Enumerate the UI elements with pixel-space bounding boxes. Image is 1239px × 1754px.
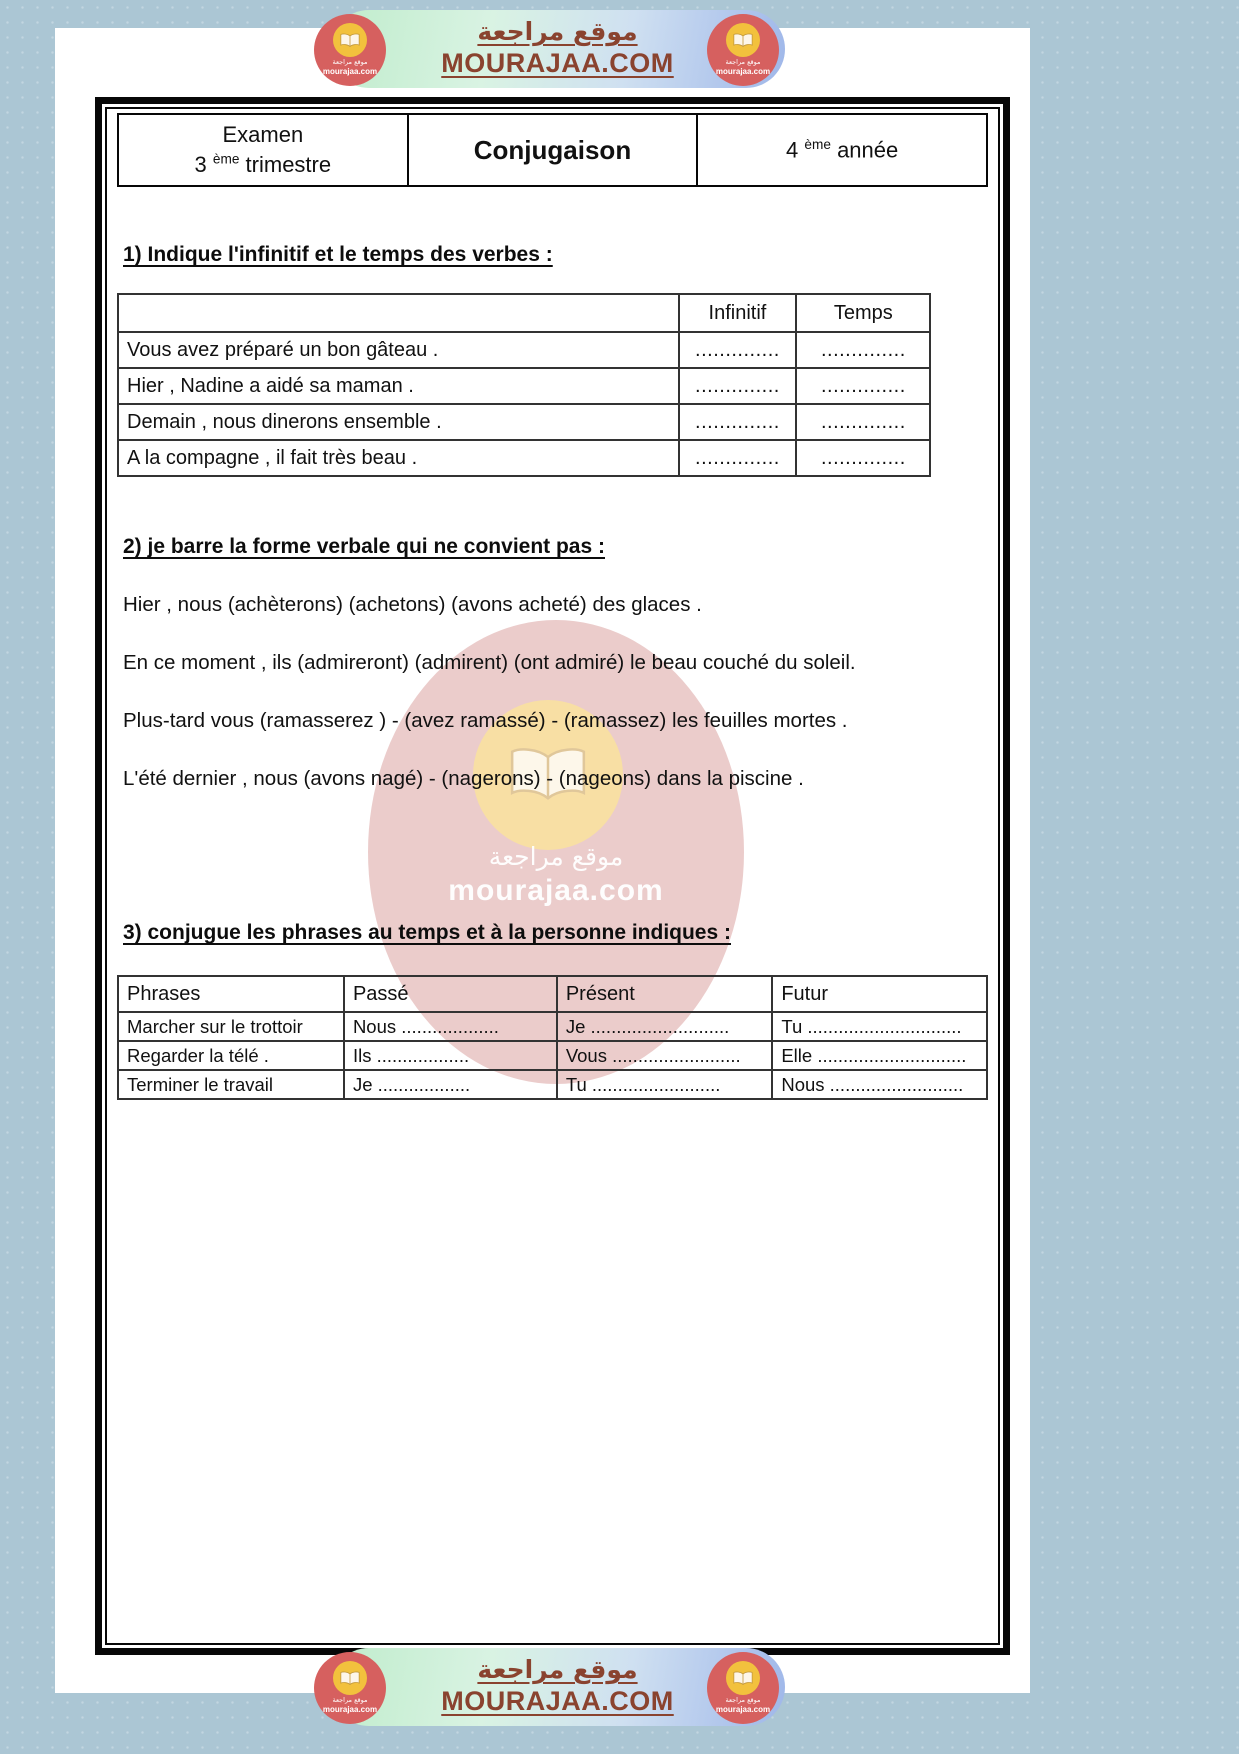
table-row: Regarder la télé . Ils .................. Vous ......................... Elle ............................. — [118, 1041, 987, 1070]
answer-blank: Ils .................. — [344, 1041, 557, 1070]
table-header-row — [118, 976, 987, 1012]
table-row: Demain , nous dinerons ensemble . .............. .............. — [118, 404, 930, 440]
header-banner — [0, 8, 1239, 90]
exercise-sentence: Plus-tard vous (ramasserez ) - (avez ramassé) - (ramassez) les feuilles mortes . — [123, 709, 848, 732]
open-book-icon — [726, 1661, 760, 1695]
badge-arabic-text: موقع مراجعة — [332, 58, 368, 67]
watermark-site-text: mourajaa.com — [448, 874, 664, 907]
section1-table — [117, 293, 931, 477]
section3-table — [117, 975, 988, 1100]
footer-banner — [0, 1646, 1239, 1728]
answer-blank: .............. — [679, 440, 797, 476]
exam-term: 3 $^{ème}$ trimestre — [194, 151, 332, 177]
section3-title: 3) conjugue les phrases au temps et à la personne indiques : — [123, 921, 731, 944]
infinitif-header: Infinitif — [679, 294, 797, 332]
exam-frame — [95, 97, 1010, 1655]
badge-site-text: mourajaa.com — [322, 67, 378, 77]
table-row: Terminer le travail Je .................. Tu ......................... Nous .......................... — [118, 1070, 987, 1099]
exam-frame-inner — [105, 107, 1000, 1645]
badge-site-text: mourajaa.com — [715, 67, 771, 77]
passe-header: Passé — [344, 976, 557, 1012]
futur-header: Futur — [772, 976, 987, 1012]
open-book-icon — [333, 1661, 367, 1695]
badge-arabic-text: موقع مراجعة — [332, 1696, 368, 1705]
open-book-icon — [726, 23, 760, 57]
table-row: Marcher sur le trottoir Nous ................... Je ........................... Tu .............................. — [118, 1012, 987, 1041]
footer-site-title: MOURAJAA.COM — [441, 1686, 674, 1717]
empty-header-cell — [118, 294, 679, 332]
answer-blank: Je ........................... — [557, 1012, 773, 1041]
mourajaa-logo-badge — [707, 1652, 779, 1724]
answer-blank: .............. — [796, 368, 930, 404]
answer-blank: Je .................. — [344, 1070, 557, 1099]
temps-header: Temps — [796, 294, 930, 332]
exercise-sentence: En ce moment , ils (admireront) (admirent) (ont admiré) le beau couché du soleil. — [123, 651, 856, 674]
open-book-icon — [333, 23, 367, 57]
badge-site-text: mourajaa.com — [322, 1705, 378, 1715]
answer-blank: .............. — [796, 440, 930, 476]
header-site-title: MOURAJAA.COM — [441, 48, 674, 79]
exam-header-table — [117, 113, 988, 187]
answer-blank: .............. — [679, 332, 797, 368]
answer-blank: Tu ......................... — [557, 1070, 773, 1099]
answer-blank: Nous ................... — [344, 1012, 557, 1041]
answer-blank: .............. — [796, 404, 930, 440]
badge-arabic-text: موقع مراجعة — [725, 1696, 761, 1705]
table-header-row — [118, 294, 930, 332]
answer-blank: Nous .......................... — [772, 1070, 987, 1099]
section1-title: 1) Indique l'infinitif et le temps des verbes : — [123, 243, 553, 266]
table-row: A la compagne , il fait très beau . .............. .............. — [118, 440, 930, 476]
answer-blank: Elle ............................. — [772, 1041, 987, 1070]
exercise-sentence: L'été dernier , nous (avons nagé) - (nagerons) - (nageons) dans la piscine . — [123, 767, 804, 790]
mourajaa-logo-badge — [314, 1652, 386, 1724]
header-arabic-title: موقع مراجعة — [477, 17, 638, 47]
exam-label: Examen — [222, 122, 304, 148]
answer-blank: .............. — [679, 368, 797, 404]
exam-grade-cell: 4 $^{ème}$ année — [697, 114, 987, 186]
exercise-sentence: Hier , nous (achèterons) (achetons) (avons acheté) des glaces . — [123, 593, 702, 616]
exam-term-cell — [118, 114, 408, 186]
table-row: Vous avez préparé un bon gâteau . .............. .............. — [118, 332, 930, 368]
answer-blank: .............. — [679, 404, 797, 440]
phrases-header: Phrases — [118, 976, 344, 1012]
answer-blank: Tu .............................. — [772, 1012, 987, 1041]
exam-subject: Conjugaison — [408, 114, 698, 186]
table-row: Hier , Nadine a aidé sa maman . .............. .............. — [118, 368, 930, 404]
present-header: Présent — [557, 976, 773, 1012]
badge-arabic-text: موقع مراجعة — [725, 58, 761, 67]
watermark-arabic-text: موقع مراجعة — [488, 842, 624, 871]
badge-site-text: mourajaa.com — [715, 1705, 771, 1715]
answer-blank: Vous ......................... — [557, 1041, 773, 1070]
mourajaa-logo-badge — [707, 14, 779, 86]
mourajaa-logo-badge — [314, 14, 386, 86]
answer-blank: .............. — [796, 332, 930, 368]
section2-title: 2) je barre la forme verbale qui ne convient pas : — [123, 535, 605, 558]
footer-arabic-title: موقع مراجعة — [477, 1655, 638, 1685]
